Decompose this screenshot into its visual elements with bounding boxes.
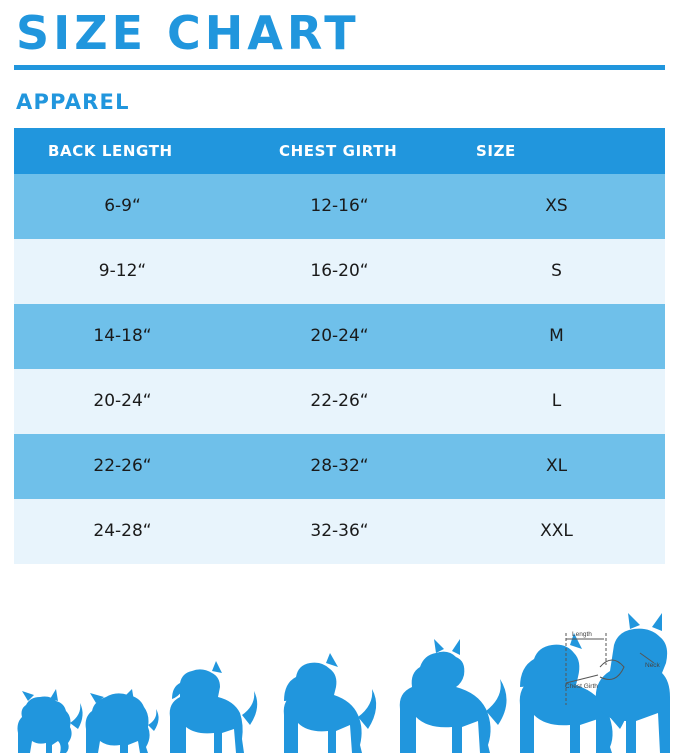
size-table [14,128,665,564]
table-row [14,174,665,239]
label-chest-girth: Chest Girth [565,683,598,690]
table-body [14,174,665,564]
table-row [14,304,665,369]
cell-chest-girth: 32-36“ [231,499,448,564]
cell-size: XL [448,434,665,499]
title-divider [14,65,665,70]
dog-silhouette-l [284,653,376,753]
label-neck: Neck [645,662,660,669]
cell-chest-girth: 20-24“ [231,304,448,369]
table-row [14,239,665,304]
cell-back-length: 6-9“ [14,174,231,239]
cell-size: M [448,304,665,369]
column-header-back-length: BACK LENGTH [14,128,231,174]
column-header-size: SIZE [448,128,665,174]
dog-silhouette-xl [400,639,507,753]
dog-silhouette-m [170,661,257,753]
dog-sizes-illustration [0,605,679,755]
section-subtitle: APPAREL [16,89,130,114]
cell-back-length: 24-28“ [14,499,231,564]
dog-silhouette-s [86,689,159,753]
size-chart-page [0,8,679,755]
cell-chest-girth: 28-32“ [231,434,448,499]
column-header-chest-girth: CHEST GIRTH [231,128,448,174]
cell-chest-girth: 22-26“ [231,369,448,434]
cell-size: S [448,239,665,304]
table-header-row [14,128,665,174]
cell-chest-girth: 16-20“ [231,239,448,304]
label-length: Length [572,631,592,638]
cell-back-length: 9-12“ [14,239,231,304]
table-row [14,499,665,564]
table-header [14,128,665,174]
cell-size: XS [448,174,665,239]
cell-size: XXL [448,499,665,564]
dog-silhouette-xs [18,689,83,753]
cell-size: L [448,369,665,434]
cell-back-length: 22-26“ [14,434,231,499]
cell-chest-girth: 12-16“ [231,174,448,239]
page-title: SIZE CHART [16,6,360,60]
table-row [14,434,665,499]
table-row [14,369,665,434]
cell-back-length: 14-18“ [14,304,231,369]
cell-back-length: 20-24“ [14,369,231,434]
